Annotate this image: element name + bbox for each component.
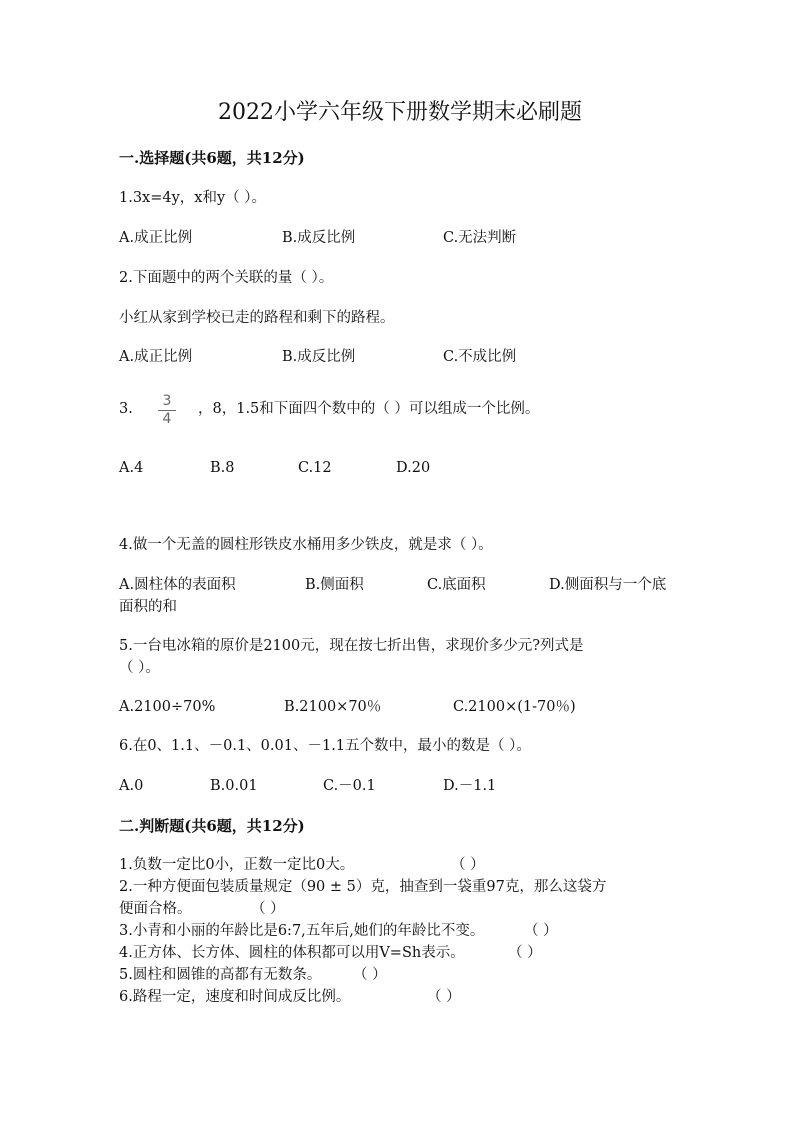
q1-option-b: B.成反比例 (282, 230, 356, 246)
q5-option-a: A.2100÷70% (119, 699, 216, 715)
judge-answer-6: （ ） (427, 989, 461, 1005)
judge-item-2-continued: 便面合格。 (119, 901, 192, 917)
q6-option-d: D.－1.1 (443, 778, 497, 794)
judge-item-4: 4.正方体、长方体、圆柱的体积都可以用V=Sh表示。 (119, 945, 465, 961)
q4-option-d: D.侧面积与一个底 (549, 577, 667, 593)
q6-option-a: A.0 (119, 778, 144, 794)
judge-item-1: 1.负数一定比0小，正数一定比0大。 (119, 857, 355, 873)
q2-stem: 2.下面题中的两个关联的量（ ）。 (119, 270, 334, 286)
q4-option-c: C.底面积 (427, 577, 486, 593)
page-title: 2022小学六年级下册数学期末必刷题 (218, 100, 582, 125)
judge-answer-4: （ ） (508, 945, 542, 961)
judge-answer-5: （ ） (353, 967, 387, 983)
judge-answer-1: （ ） (451, 857, 485, 873)
judge-item-6: 6.路程一定，速度和时间成反比例。 (119, 989, 351, 1005)
q3-option-d: D.20 (396, 460, 431, 476)
q2-option-a: A.成正比例 (119, 349, 193, 365)
q5-option-b: B.2100×70％ (284, 699, 382, 715)
q5-stem-line2: （ ）。 (119, 660, 160, 676)
q6-option-c: C.－0.1 (323, 778, 376, 794)
q3-stem: ，8，1.5和下面四个数中的（ ）可以组成一个比例。 (198, 401, 540, 417)
judge-item-3: 3.小青和小丽的年龄比是6:7,五年后,她们的年龄比不变。 (119, 923, 485, 939)
q6-stem: 6.在0、1.1、－0.1、0.01、－1.1五个数中，最小的数是（ ）。 (119, 738, 531, 754)
q3-number: 3. (119, 401, 133, 417)
section1-heading: 一.选择题(共6题，共12分) (119, 149, 305, 167)
q1-option-a: A.成正比例 (119, 230, 193, 246)
judge-item-5: 5.圆柱和圆锥的高都有无数条。 (119, 967, 322, 983)
q2-option-b: B.成反比例 (282, 349, 356, 365)
q3-option-a: A.4 (119, 460, 144, 476)
q2-context: 小红从家到学校已走的路程和剩下的路程。 (119, 310, 395, 326)
q6-option-b: B.0.01 (210, 778, 258, 794)
q4-option-a: A.圆柱体的表面积 (119, 577, 236, 593)
q1-option-c: C.无法判断 (443, 230, 517, 246)
q3-option-c: C.12 (298, 460, 332, 476)
q1-stem: 1.3x=4y，x和y（ ）。 (119, 190, 267, 206)
q3-fraction (156, 394, 178, 427)
q3-fraction-numerator: 3 (162, 393, 172, 409)
judge-answer-2: （ ） (251, 901, 285, 917)
q2-option-c: C.不成比例 (443, 349, 517, 365)
q4-stem: 4.做一个无盖的圆柱形铁皮水桶用多少铁皮，就是求（ ）。 (119, 537, 493, 553)
q4-option-b: B.侧面积 (305, 577, 364, 593)
judge-answer-3: （ ） (524, 923, 558, 939)
judge-item-2: 2.一种方便面包装质量规定（90 ± 5）克，抽查到一袋重97克，那么这袋方 (119, 879, 607, 895)
q4-option-d-continued: 面积的和 (119, 599, 177, 615)
section2-heading: 二.判断题(共6题，共12分) (119, 817, 305, 835)
q3-fraction-denominator: 4 (162, 411, 172, 427)
q5-option-c: C.2100×(1-70％) (453, 699, 576, 715)
q3-option-b: B.8 (210, 460, 235, 476)
q5-stem-line1: 5.一台电冰箱的原价是2100元，现在按七折出售，求现价多少元?列式是 (119, 638, 584, 654)
